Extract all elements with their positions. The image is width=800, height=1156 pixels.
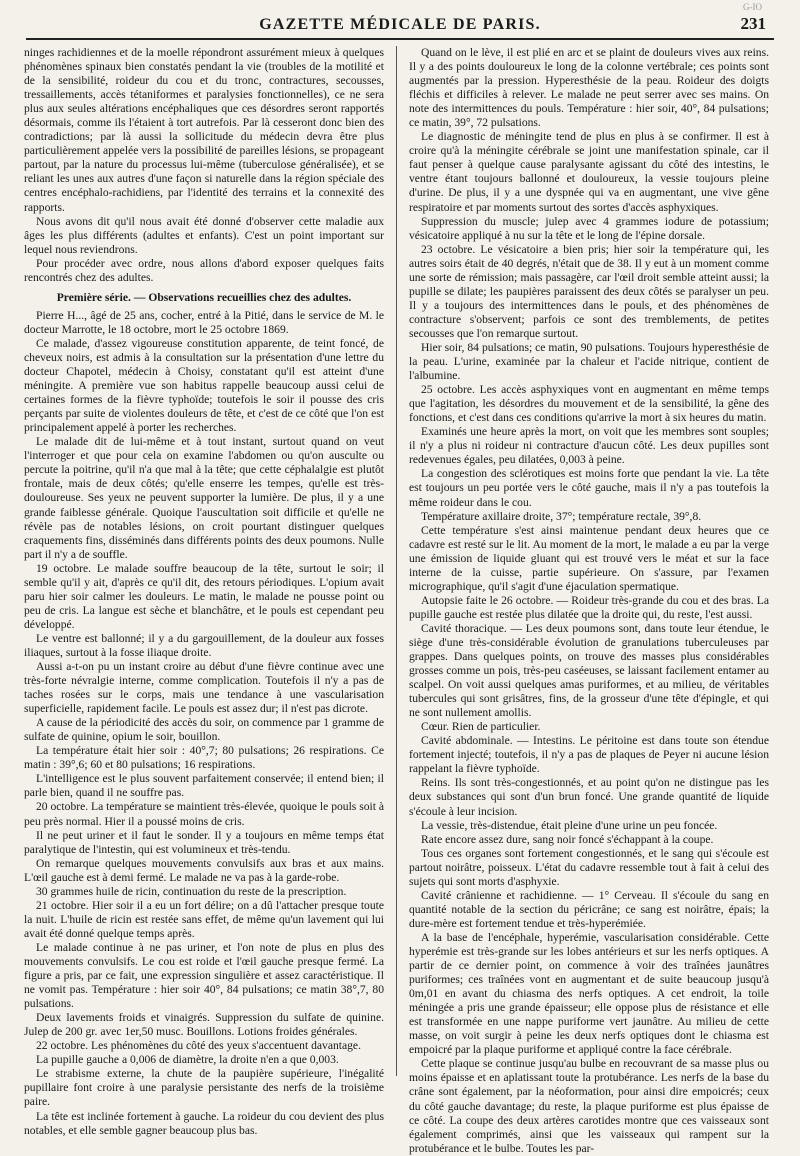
paragraph: Quand on le lève, il est plié en arc et se plaint de douleurs vives aux reins. Il y a des points douloureux le long de la colonne vertébrale; ces points sont augmentés par la pression. Hyperesthésie de la peau. Roideur des doigts fléchis et difficiles à relever. Le malade ne peut serrer avec ses mains. On note des intermittences du pouls. Température : hier soir, 40°, 84 pulsations; ce matin, 39°, 72 pulsations. [409,46,769,130]
paragraph: Cavité crânienne et rachidienne. — 1° Cerveau. Il s'écoule du sang en quantité notable de la section du péricrâne; ce sang est noirâtre, épais; la dure-mère est fortement tendue et très-hyperémiée. [409,888,769,930]
paragraph: La congestion des sclérotiques est moins forte que pendant la vie. La tête est toujours un peu portée vers le côté gauche, mais il n'y a pas toutefois la même roideur dans le cou. [409,467,769,509]
paragraph: Pour procéder avec ordre, nous allons d'abord exposer quelques faits rencontrés chez des adultes. [24,256,384,284]
paragraph: La température était hier soir : 40°,7; 80 pulsations; 26 respirations. Ce matin : 39°,6; 60 et 80 pulsations; 16 respirations. [24,744,384,772]
paragraph: Reins. Ils sont très-congestionnés, et au point qu'on ne distingue pas les deux substances qui sont d'un brun foncé. Une grande quantité de liquide s'écoule à leur incision. [409,776,769,818]
paragraph: Cavité abdominale. — Intestins. Le péritoine est dans toute son étendue fortement injecté; toutefois, il n'y a pas de plaques de Peyer ni aucune lésion rappelant la fièvre typhoïde. [409,734,769,776]
paragraph: Le malade continue à ne pas uriner, et l'on note de plus en plus des mouvements convulsifs. Le cou est roide et l'œil gauche presque fermé. La figure a pris, par ce fait, une expression singulière et assez caractéristique. Il ne vomit pas. Température : hier soir 40°, 84 pulsations; ce matin 38°,7, 80 pulsations. [24,940,384,1011]
page-header [26,2,774,40]
paragraph: Deux lavements froids et vinaigrés. Suppression du sulfate de quinine. Julep de 200 gr. avec 1er,50 musc. Bouillons. Lotions froides générales. [24,1011,384,1039]
section-heading: Première série. — Observations recueillies chez des adultes. [56,290,352,304]
column-divider [396,46,397,1076]
paragraph: Cavité thoracique. — Les deux poumons sont, dans toute leur étendue, le siège d'une très-considérable évolution de granulations tuberculeuses par grappes. Dans quelques points, on trouve des masses plus considérables grosses comme un pois, très-peu caséeuses, se laissant facilement entamer au scalpel. On voit aussi quelques amas puriformes, et au milieu, de véritables tubercules qui sont grisâtres, fins, de la grosseur d'une tête d'épingle, et qui ne sont nullement amollis. [409,621,769,720]
paragraph: Examinés une heure après la mort, on voit que les membres sont souples; il n'y a plus ni roideur ni contracture d'aucun côté. Les deux pupilles sont redevenues égales, peu dilatées, 0,003 à peine. [409,425,769,467]
paragraph: Nous avons dit qu'il nous avait été donné d'observer cette maladie aux âges les plus différents (adultes et enfants). C'est un point important sur lequel nous reviendrons. [24,214,384,256]
paragraph: Température axillaire droite, 37°; température rectale, 39°,8. [421,509,702,523]
paragraph: Pierre H..., âgé de 25 ans, cocher, entré à la Pitié, dans le service de M. le docteur Marrotte, le 18 octobre, mort le 25 octobre 1869. [24,308,384,336]
paragraph: A cause de la périodicité des accès du soir, on commence par 1 gramme de sulfate de quinine, opium le soir, bouillon. [24,716,384,744]
paragraph: La tête est inclinée fortement à gauche. La roideur du cou devient des plus notables, et elle semble gagner beaucoup plus bas. [24,1109,384,1137]
paragraph: Cœur. Rien de particulier. [421,720,541,734]
paragraph: Suppression du muscle; julep avec 4 grammes iodure de potassium; vésicatoire appliqué à nu sur la tête et le long de l'épine dorsale. [409,214,769,242]
paragraph: Le diagnostic de méningite tend de plus en plus à se confirmer. Il est à croire qu'à la méningite cérébrale se joint une manifestation spinale, car il faut penser à quelque cause paralysante agissant du côté des intestins, le ventre étant toujours ballonné et douloureux, la vessie toujours pleine d'urine. De plus, il y a une dyspnée qui va en augmentant, une vive gêne respiratoire et par moments surtout des sortes d'accès asphyxiques. [409,130,769,214]
paragraph: 30 grammes huile de ricin, continuation du reste de la prescription. [36,884,347,898]
paragraph: A la base de l'encéphale, hyperémie, vascularisation considérable. Cette hyperémie est très-grande sur les lobes antérieurs et sur les nerfs optiques. A partir de ce dernier point, on commence à voir des traînées jaunâtres puriformes; ces traînées vont en augmentant et de suite beaucoup jusqu'à 0m,01 en avant du chiasma des nerfs optiques. A cet endroit, la toile méningée a pris une grande épaisseur; elle oppose plus de résistance et elle est transformée en une nappe puriforme vert jaunâtre. Au milieu de cette masse, on voit surgir à peine les deux nerfs optiques dont le chiasma est empoicré par la plaque puriforme et appliqué contre la face cérébrale. [409,930,769,1057]
paragraph: Aussi a-t-on pu un instant croire au début d'une fièvre continue avec une très-forte névralgie interne, comme complication. Toutefois il n'y a pas de taches rosées sur le corps, mais une tendance à une vascularisation superficielle, rapidement facile. Le pouls est assez dur; il n'est pas dicrote. [24,660,384,716]
paragraph: 22 octobre. Les phénomènes du côté des yeux s'accentuent davantage. [36,1039,361,1053]
page-number: 231 [740,14,766,33]
paragraph: Il ne peut uriner et il faut le sonder. Il y a toujours en même temps état paralytique de l'intestin, qui est volumineux et très-tendu. [24,828,384,856]
paragraph: Cette température s'est ainsi maintenue pendant deux heures que ce cadavre est resté sur le lit. Au moment de la mort, le malade a eu par la verge une émission de liquide gluant qui est trouvé vers le méat et sur la face interne de la cuisse, partie supérieure. On s'assure, par l'examen micrographique, qu'il s'agit d'une éjaculation spermatique. [409,523,769,593]
paragraph: La pupille gauche a 0,006 de diamètre, la droite n'en a que 0,003. [36,1053,339,1067]
paragraph: 23 octobre. Le vésicatoire a bien pris; hier soir la température qui, les autres soirs était de 40 degrés, n'était que de 38. Il y eut à un moment comme une sorte de rémission; mais passagère, car l'œil droit semble atteint aussi; la pupille se dilate; les paupières paraissent des deux côtés se paralyser un peu. Il y a toujours des intermittences dans le pouls, et des phénomènes de contracture s'observent; parfois ce sont des tremblements, de petites secousses que l'on remarque surtout. [409,242,769,340]
paragraph: 20 octobre. La température se maintient très-élevée, quoique le pouls soit à peu près normal. Hier il a poussé moins de cris. [24,800,385,828]
paragraph: Ce malade, d'assez vigoureuse constitution apparente, de teint foncé, de cheveux noirs, est admis à la consultation sur la présentation d'une lettre du docteur Chapotel, médecin à Choisy, constatant qu'il est atteint d'une méningite. A première vue son habitus rappelle beaucoup aussi celui de certaines formes de la fièvre typhoïde; toutefois le soir il pousse des cris perçants par suite de violentes douleurs de tête, et c'est de ce côté que l'on est principalement appelé à porter les recherches. [24,336,384,435]
paragraph: Le strabisme externe, la chute de la paupière supérieure, l'inégalité pupillaire font croire à une paralysie persistante des nerfs de la troisième paire. [24,1067,384,1109]
paragraph: 21 octobre. Hier soir il a eu un fort délire; on a dû l'attacher presque toute la nuit. L'huile de ricin est restée sans effet, de même qu'un lavement qui lui avait été donné quelque temps après. [24,898,384,940]
paragraph: 25 octobre. Les accès asphyxiques vont en augmentant en même temps que l'agitation, les désordres du mouvement et de la sensibilité, la gêne des fonctions, et c'est dans ces conditions qu'arrive la mort à six heures du matin. [409,383,769,425]
paragraph: ninges rachidiennes et de la moelle répondront assurément mieux à quelques phénomènes spinaux bien constatés pendant la vie (troubles de la motilité et de la sensibilité, roideur du cou et du tronc, contractures, secousses, tressaillements, accès tétaniformes et paralysies fonctionnelles), ce ne sera plus aux seules altérations encéphaliques que ces désordres seront rapportés désormais, comme ils l'étaient à tort autrefois. Par là cesseront donc bien des contradictions; par là aussi la sollicitude du médecin devra être plus particulièrement appelée vers la possibilité de pareilles lésions, se propageant partout, par la nature du processus lui-même (tuberculose généralisée), et se reliant les unes aux autres d'une façon si naturelle dans la région spéciale des centres encéphalo-rachidiens, par l'identité des terrains et la connexité des rapports. [24,46,384,214]
paragraph: Le malade dit de lui-même et à tout instant, surtout quand on veut l'interroger et que pour cela on examine l'abdomen ou qu'on ausculte ou percute la poitrine, qu'il n'a que mal à la tête; que cette céphalalgie est plutôt frontale, mais de deux côtés; qu'elle enserre les tempes, qu'elle est très-douloureuse. Ses yeux ne peuvent supporter la lumière. De plus, il y a une grande faiblesse générale. Quoique l'auscultation soit difficile et qu'elle ne révèle pas de notables lésions, on croit pourtant distinguer quelques craquements fins, disséminés dans différents points des deux poumons. Nulle part il n'y a de souffle. [24,435,384,561]
paragraph: Le ventre est ballonné; il y a du gargouillement, de la douleur aux fosses iliaques, surtout à la fosse iliaque droite. [24,631,384,659]
paragraph: Hier soir, 84 pulsations; ce matin, 90 pulsations. Toujours hyperesthésie de la peau. L'urine, examinée par la chaleur et l'acide nitrique, contient de l'albumine. [409,340,769,383]
paragraph: 19 octobre. Le malade souffre beaucoup de la tête, surtout le soir; il semble qu'il y ait, d'après ce qu'il dit, des retours périodiques. L'opium avait paru hier soir calmer les douleurs. Le matin, le malade ne pousse point ou peu de cris. La langue est sèche et blanchâtre, et le pouls est cependant peu développé. [24,561,384,631]
paragraph: Rate encore assez dure, sang noir foncé s'échappant à la coupe. [421,832,714,846]
paragraph: L'intelligence est le plus souvent parfaitement conservée; il entend bien; il parle bien, quand il ne souffre pas. [24,772,384,800]
paragraph: Tous ces organes sont fortement congestionnés, et le sang qui s'écoule est partout noirâtre, poisseux. L'état du cadavre ressemble tout à fait à celui des sujets qui sont morts d'asphyxie. [409,846,769,888]
paragraph: Autopsie faite le 26 octobre. — Roideur très-grande du cou et des bras. La pupille gauche est restée plus dilatée que la droite qui, du reste, l'est aussi. [409,593,769,621]
journal-title: GAZETTE MÉDICALE DE PARIS. [259,16,541,33]
paragraph: Cette plaque se continue jusqu'au bulbe en recouvrant de sa masse plus ou moins épaisse et en aplatissant toute la protubérance. Les nerfs de la base du crâne sont également, par la néoformation, pour ainsi dire empoicrés; ceux du côté gauche davantage; du reste, la plaque puriforme est plus épaisse de ce côté. La coupe des deux artères carotides montre que ces vaisseaux sont également comprimés, ainsi que les vaisseaux qui rampent sur la protubérance et le bulbe. Toutes les par- [409,1057,769,1155]
paragraph: On remarque quelques mouvements convulsifs aux bras et aux mains. L'œil gauche est à demi fermé. Le malade ne va pas à la garde-robe. [24,856,384,884]
left-column [24,46,385,1137]
paragraph: La vessie, très-distendue, était pleine d'une urine un peu foncée. [421,818,718,832]
corner-mark: G-IO [743,2,762,12]
right-column [409,46,769,1155]
